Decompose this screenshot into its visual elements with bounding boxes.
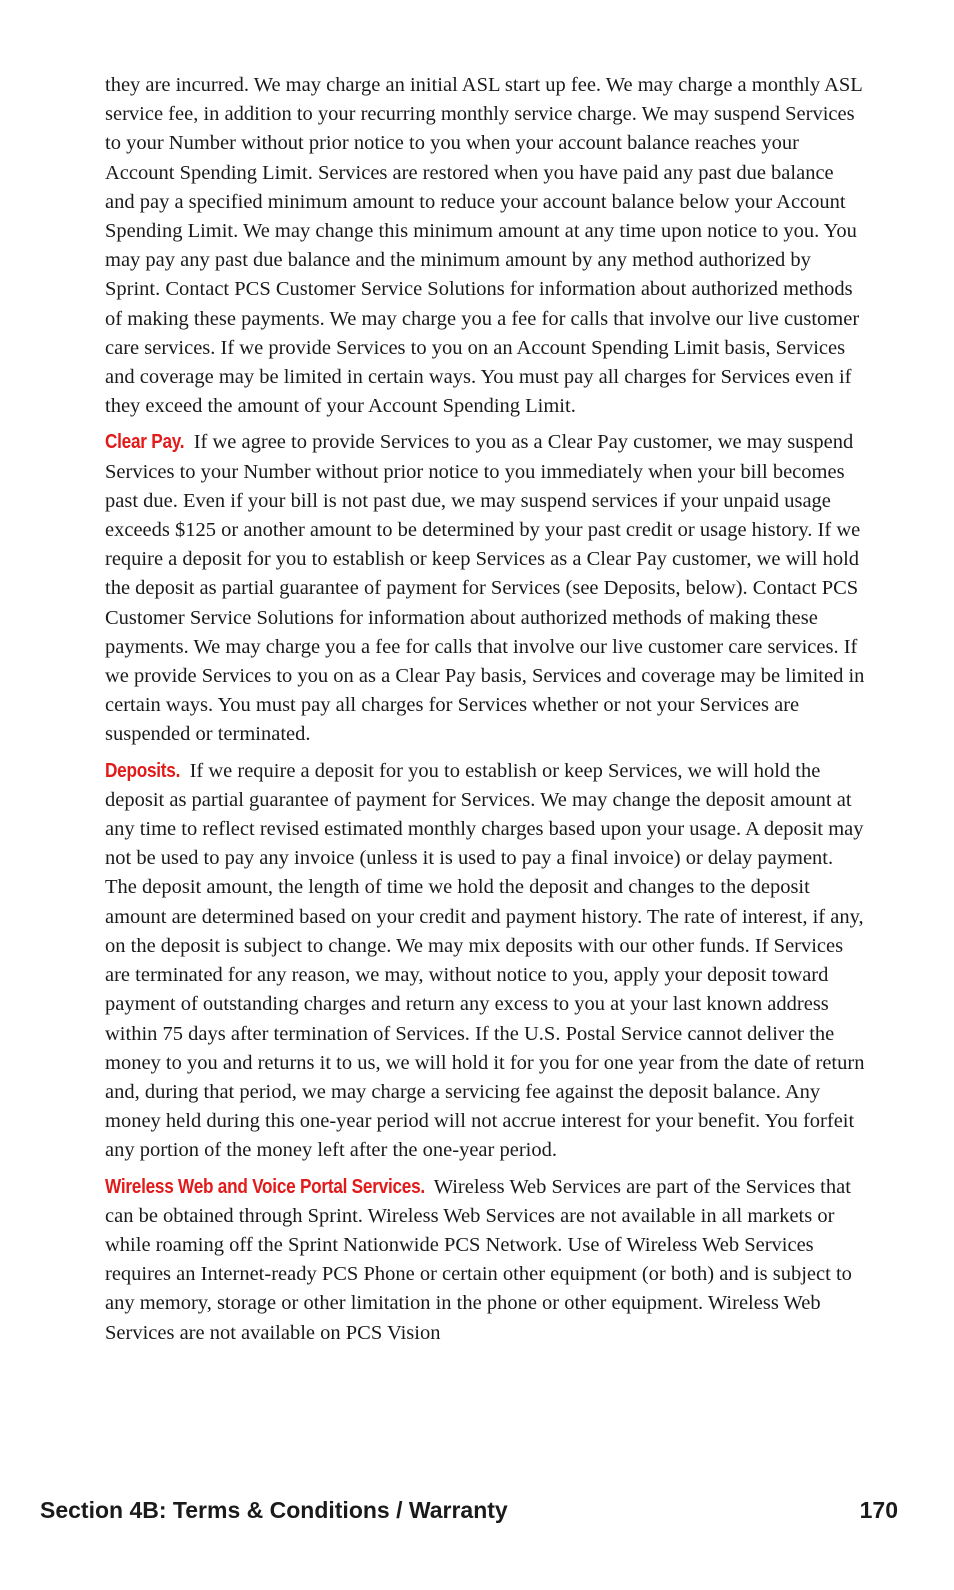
paragraph-wireless-web — [105, 1173, 865, 1348]
paragraph-text: If we require a deposit for you to establish or keep Services, we will hold the deposit as partial guarantee of payment for Services. We may change the deposit amount at any time to reflect revised estimated monthly charges based upon your usage. A deposit may not be used to pay any invoice (unless it is used to pay a final invoice) or delay payment. The deposit amount, the length of time we hold the deposit and changes to the deposit amount are determined based on your credit and payment history. The rate of interest, if any, on the deposit is subject to change. We may mix deposits with our other funds. If Services are terminated for any reason, we may, without notice to you, apply your deposit toward payment of outstanding charges and return any excess to you at your last known address within 75 days after termination of Services. If the U.S. Postal Service cannot deliver the money to you and returns it to us, we will hold it for you for one year from the date of return and, during that period, we may charge a servicing fee against the deposit balance. Any money held during this one-year period will not accrue interest for your benefit. You forfeit any portion of the money left after the one-year period. — [105, 759, 865, 1162]
paragraph-deposits — [105, 757, 865, 1166]
paragraph-asl-continued — [105, 71, 865, 421]
page-footer — [40, 1493, 898, 1527]
footer-section-title: Section 4B: Terms & Conditions / Warranty — [40, 1496, 508, 1523]
paragraph-text: If we agree to provide Services to you as a Clear Pay customer, we may suspend Services to your Number without prior notice to you immediately when your bill becomes past due. Even if your bill is not past due, we may suspend services if your unpaid usage exceeds $125 or another amount to be determined by your past credit or usage history. If we require a deposit for you to establish or keep Services as a Clear Pay customer, we will hold the deposit as partial guarantee of payment for Services (see Deposits, below). Contact PCS Customer Service Solutions for information about authorized methods of making these payments. We may charge you a fee for calls that involve our live customer care services. If we provide Services to you on as a Clear Pay basis, Services and coverage may be limited in certain ways. You must pay all charges for Services whether or not your Services are suspended or terminated. — [105, 431, 865, 746]
paragraph-text: Wireless Web Services are part of the Services that can be obtained through Sprint. Wireless Web Services are not available in all markets or while roaming off the Sprint Nationwide PCS Network. Use of Wireless Web Services requires an Internet-ready PCS Phone or certain other equipment (or both) and is subject to any memory, storage or other limitation in the phone or other equipment. Wireless Web Services are not available on PCS Vision — [105, 1175, 852, 1344]
paragraph-text: they are incurred. We may charge an initial ASL start up fee. We may charge a monthly ASL service fee, in addition to your recurring monthly service charge. We may suspend Services to your Number without prior notice to you when your account balance reaches your Account Spending Limit. Services are restored when you have paid any past due balance and pay a specified minimum amount to reduce your account balance below your Account Spending Limit. We may change this minimum amount at any time upon notice to you. You may pay any past due balance and the minimum amount by any method authorized by Sprint. Contact PCS Customer Service Solutions for information about authorized methods of making these payments. We may charge you a fee for calls that involve our live customer care services. If we provide Services to you on an Account Spending Limit basis, Services and coverage may be limited in certain ways. You must pay all charges for Services even if they exceed the amount of your Account Spending Limit. — [105, 74, 863, 418]
section-heading-wireless-web: Wireless Web and Voice Portal Services. — [105, 1175, 425, 1198]
section-heading-deposits: Deposits. — [105, 759, 181, 782]
section-heading-clear-pay: Clear Pay. — [105, 431, 185, 454]
document-body — [105, 71, 865, 1355]
page-number: 170 — [859, 1496, 898, 1523]
paragraph-clear-pay — [105, 428, 865, 749]
